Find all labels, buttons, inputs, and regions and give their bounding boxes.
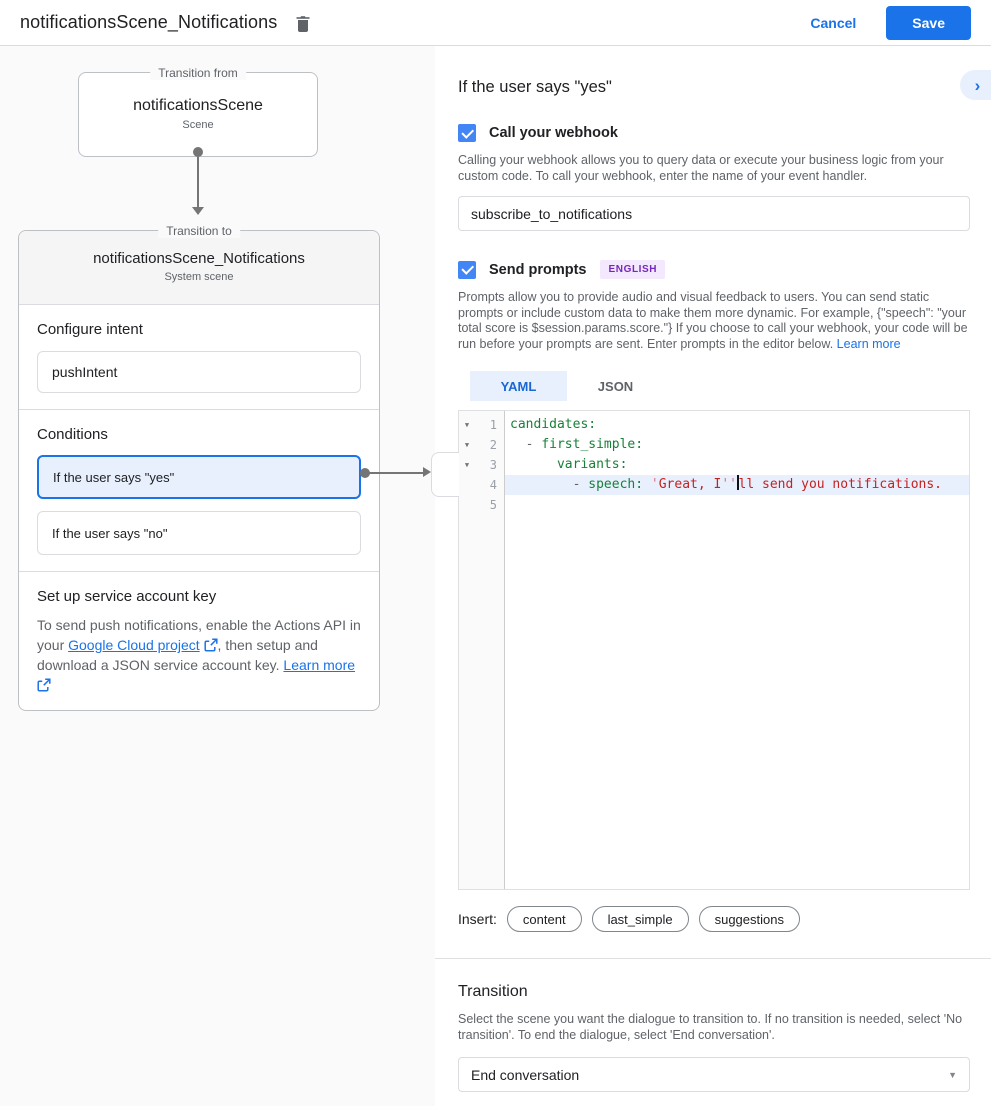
scene-diagram-panel bbox=[0, 46, 435, 1106]
call-webhook-label: Call your webhook bbox=[489, 125, 618, 141]
section-divider bbox=[435, 958, 991, 959]
external-link-icon bbox=[204, 638, 218, 652]
google-cloud-project-link[interactable]: Google Cloud project bbox=[68, 637, 200, 653]
gutter-row[interactable] bbox=[459, 455, 504, 475]
line-number: 2 bbox=[489, 438, 497, 452]
conditions-heading: Conditions bbox=[37, 426, 108, 443]
fold-arrow-icon[interactable]: ▼ bbox=[464, 441, 470, 449]
send-prompts-checkbox[interactable] bbox=[458, 261, 476, 279]
editor-content[interactable] bbox=[505, 411, 969, 889]
connector-dot bbox=[193, 147, 203, 157]
service-account-text bbox=[37, 615, 361, 695]
code-token bbox=[510, 437, 526, 452]
condition-item-no[interactable]: If the user says "no" bbox=[37, 511, 361, 555]
delete-scene-button[interactable] bbox=[291, 11, 315, 35]
code-token: candidates: bbox=[510, 417, 597, 432]
code-token: - bbox=[572, 477, 589, 492]
transition-to-card bbox=[18, 230, 380, 711]
insert-chip-last-simple[interactable]: last_simple bbox=[592, 906, 689, 932]
tab-json[interactable]: JSON bbox=[597, 378, 634, 394]
prompts-learn-more-link[interactable]: Learn more bbox=[836, 336, 901, 351]
save-button[interactable]: Save bbox=[886, 6, 971, 40]
intent-field[interactable]: pushIntent bbox=[37, 351, 361, 393]
chevron-right-icon: › bbox=[974, 75, 981, 95]
send-prompts-label: Send prompts bbox=[489, 261, 587, 278]
insert-chip-suggestions[interactable]: suggestions bbox=[699, 906, 800, 932]
gutter-row bbox=[459, 475, 504, 495]
code-token: first_simple: bbox=[541, 437, 644, 452]
external-link-icon bbox=[37, 678, 51, 692]
insert-row bbox=[458, 906, 970, 932]
condition-connector-line bbox=[368, 472, 425, 474]
code-token: - bbox=[525, 437, 542, 452]
transition-description: Select the scene you want the dialogue to transition to. If no transition is needed, select 'No transition'. To end the dialogue, select 'End conversation'. bbox=[458, 1012, 963, 1042]
line-number: 3 bbox=[489, 458, 497, 472]
tab-yaml[interactable]: YAML bbox=[470, 371, 567, 401]
call-webhook-checkbox[interactable] bbox=[458, 124, 476, 142]
top-bar bbox=[0, 0, 991, 46]
from-scene-type: Scene bbox=[182, 119, 214, 131]
condition-item-yes[interactable]: If the user says "yes" bbox=[37, 455, 361, 499]
to-card-header bbox=[19, 231, 379, 305]
prompts-description bbox=[458, 290, 970, 352]
code-token: ' bbox=[650, 477, 659, 492]
cancel-button[interactable]: Cancel bbox=[810, 14, 857, 31]
code-token bbox=[510, 477, 573, 492]
connector-arrowhead bbox=[192, 207, 204, 215]
editor-tabs bbox=[470, 371, 970, 401]
prompts-description-text: Prompts allow you to provide audio and visual feedback to users. You can send static prompts or include custom data to make them more dynamic. For example, {"speech": "your total score is $session.params.score."} If you choose to call your webhook, your code will be run before your prompts are sent. Enter prompts in the editor below. bbox=[458, 290, 968, 351]
service-account-heading: Set up service account key bbox=[37, 588, 217, 605]
trash-icon bbox=[295, 14, 311, 32]
transition-from-node[interactable] bbox=[78, 72, 318, 157]
code-token: variants: bbox=[556, 457, 628, 472]
editor-gutter bbox=[459, 411, 505, 889]
service-text-part2: , then setup and download a JSON service account key. bbox=[37, 637, 318, 673]
code-line[interactable] bbox=[505, 495, 969, 515]
line-number: 5 bbox=[489, 498, 497, 512]
configure-intent-section bbox=[19, 305, 379, 409]
code-token: Great, I bbox=[658, 477, 722, 492]
fold-arrow-icon[interactable]: ▼ bbox=[464, 461, 470, 469]
prompt-code-editor[interactable] bbox=[458, 410, 970, 890]
page-title: notificationsScene_Notifications bbox=[20, 12, 278, 32]
code-token: speech: bbox=[588, 477, 644, 492]
code-token: ll send you notifications. bbox=[738, 477, 943, 492]
code-token: '' bbox=[721, 477, 738, 492]
service-account-section bbox=[19, 571, 379, 711]
call-webhook-row bbox=[458, 124, 970, 142]
service-text-part1: To send push notifications, enable the Actions API in your bbox=[37, 617, 361, 653]
transition-select[interactable] bbox=[458, 1057, 970, 1092]
condition-connector-arrowhead bbox=[423, 467, 431, 477]
line-number: 4 bbox=[489, 478, 497, 492]
code-line[interactable] bbox=[505, 475, 969, 495]
code-line[interactable] bbox=[505, 455, 969, 475]
transition-to-label: Transition to bbox=[158, 224, 240, 238]
connector-line bbox=[197, 157, 199, 207]
code-line[interactable] bbox=[505, 415, 969, 435]
code-token bbox=[643, 477, 651, 492]
gutter-row bbox=[459, 495, 504, 515]
code-token bbox=[510, 457, 557, 472]
from-scene-name: notificationsScene bbox=[133, 97, 263, 114]
insert-label: Insert: bbox=[458, 911, 497, 927]
condition-connector-target-stub bbox=[431, 452, 459, 497]
dropdown-caret-icon: ▼ bbox=[948, 1069, 957, 1080]
transition-from-label: Transition from bbox=[150, 66, 246, 80]
language-badge: ENGLISH bbox=[600, 260, 665, 279]
panel-title: If the user says "yes" bbox=[458, 78, 612, 96]
send-prompts-row bbox=[458, 260, 970, 279]
to-scene-type: System scene bbox=[164, 271, 234, 283]
transition-select-value: End conversation bbox=[471, 1066, 580, 1083]
condition-handler-panel bbox=[435, 46, 991, 1106]
line-number: 1 bbox=[489, 418, 497, 432]
webhook-handler-input[interactable]: subscribe_to_notifications bbox=[458, 196, 970, 231]
transition-heading: Transition bbox=[458, 983, 528, 1000]
learn-more-link[interactable]: Learn more bbox=[283, 657, 356, 673]
gutter-row[interactable] bbox=[459, 415, 504, 435]
to-scene-name: notificationsScene_Notifications bbox=[93, 250, 305, 267]
conditions-section bbox=[19, 409, 379, 571]
fold-arrow-icon[interactable]: ▼ bbox=[464, 421, 470, 429]
collapse-panel-button[interactable] bbox=[960, 70, 991, 100]
webhook-description: Calling your webhook allows you to query data or execute your business logic from your custom code. To call your webhook, enter the name of your event handler. bbox=[458, 153, 944, 183]
code-line[interactable] bbox=[505, 435, 969, 455]
gutter-row[interactable] bbox=[459, 435, 504, 455]
configure-intent-heading: Configure intent bbox=[37, 321, 143, 338]
insert-chip-content[interactable]: content bbox=[507, 906, 582, 932]
